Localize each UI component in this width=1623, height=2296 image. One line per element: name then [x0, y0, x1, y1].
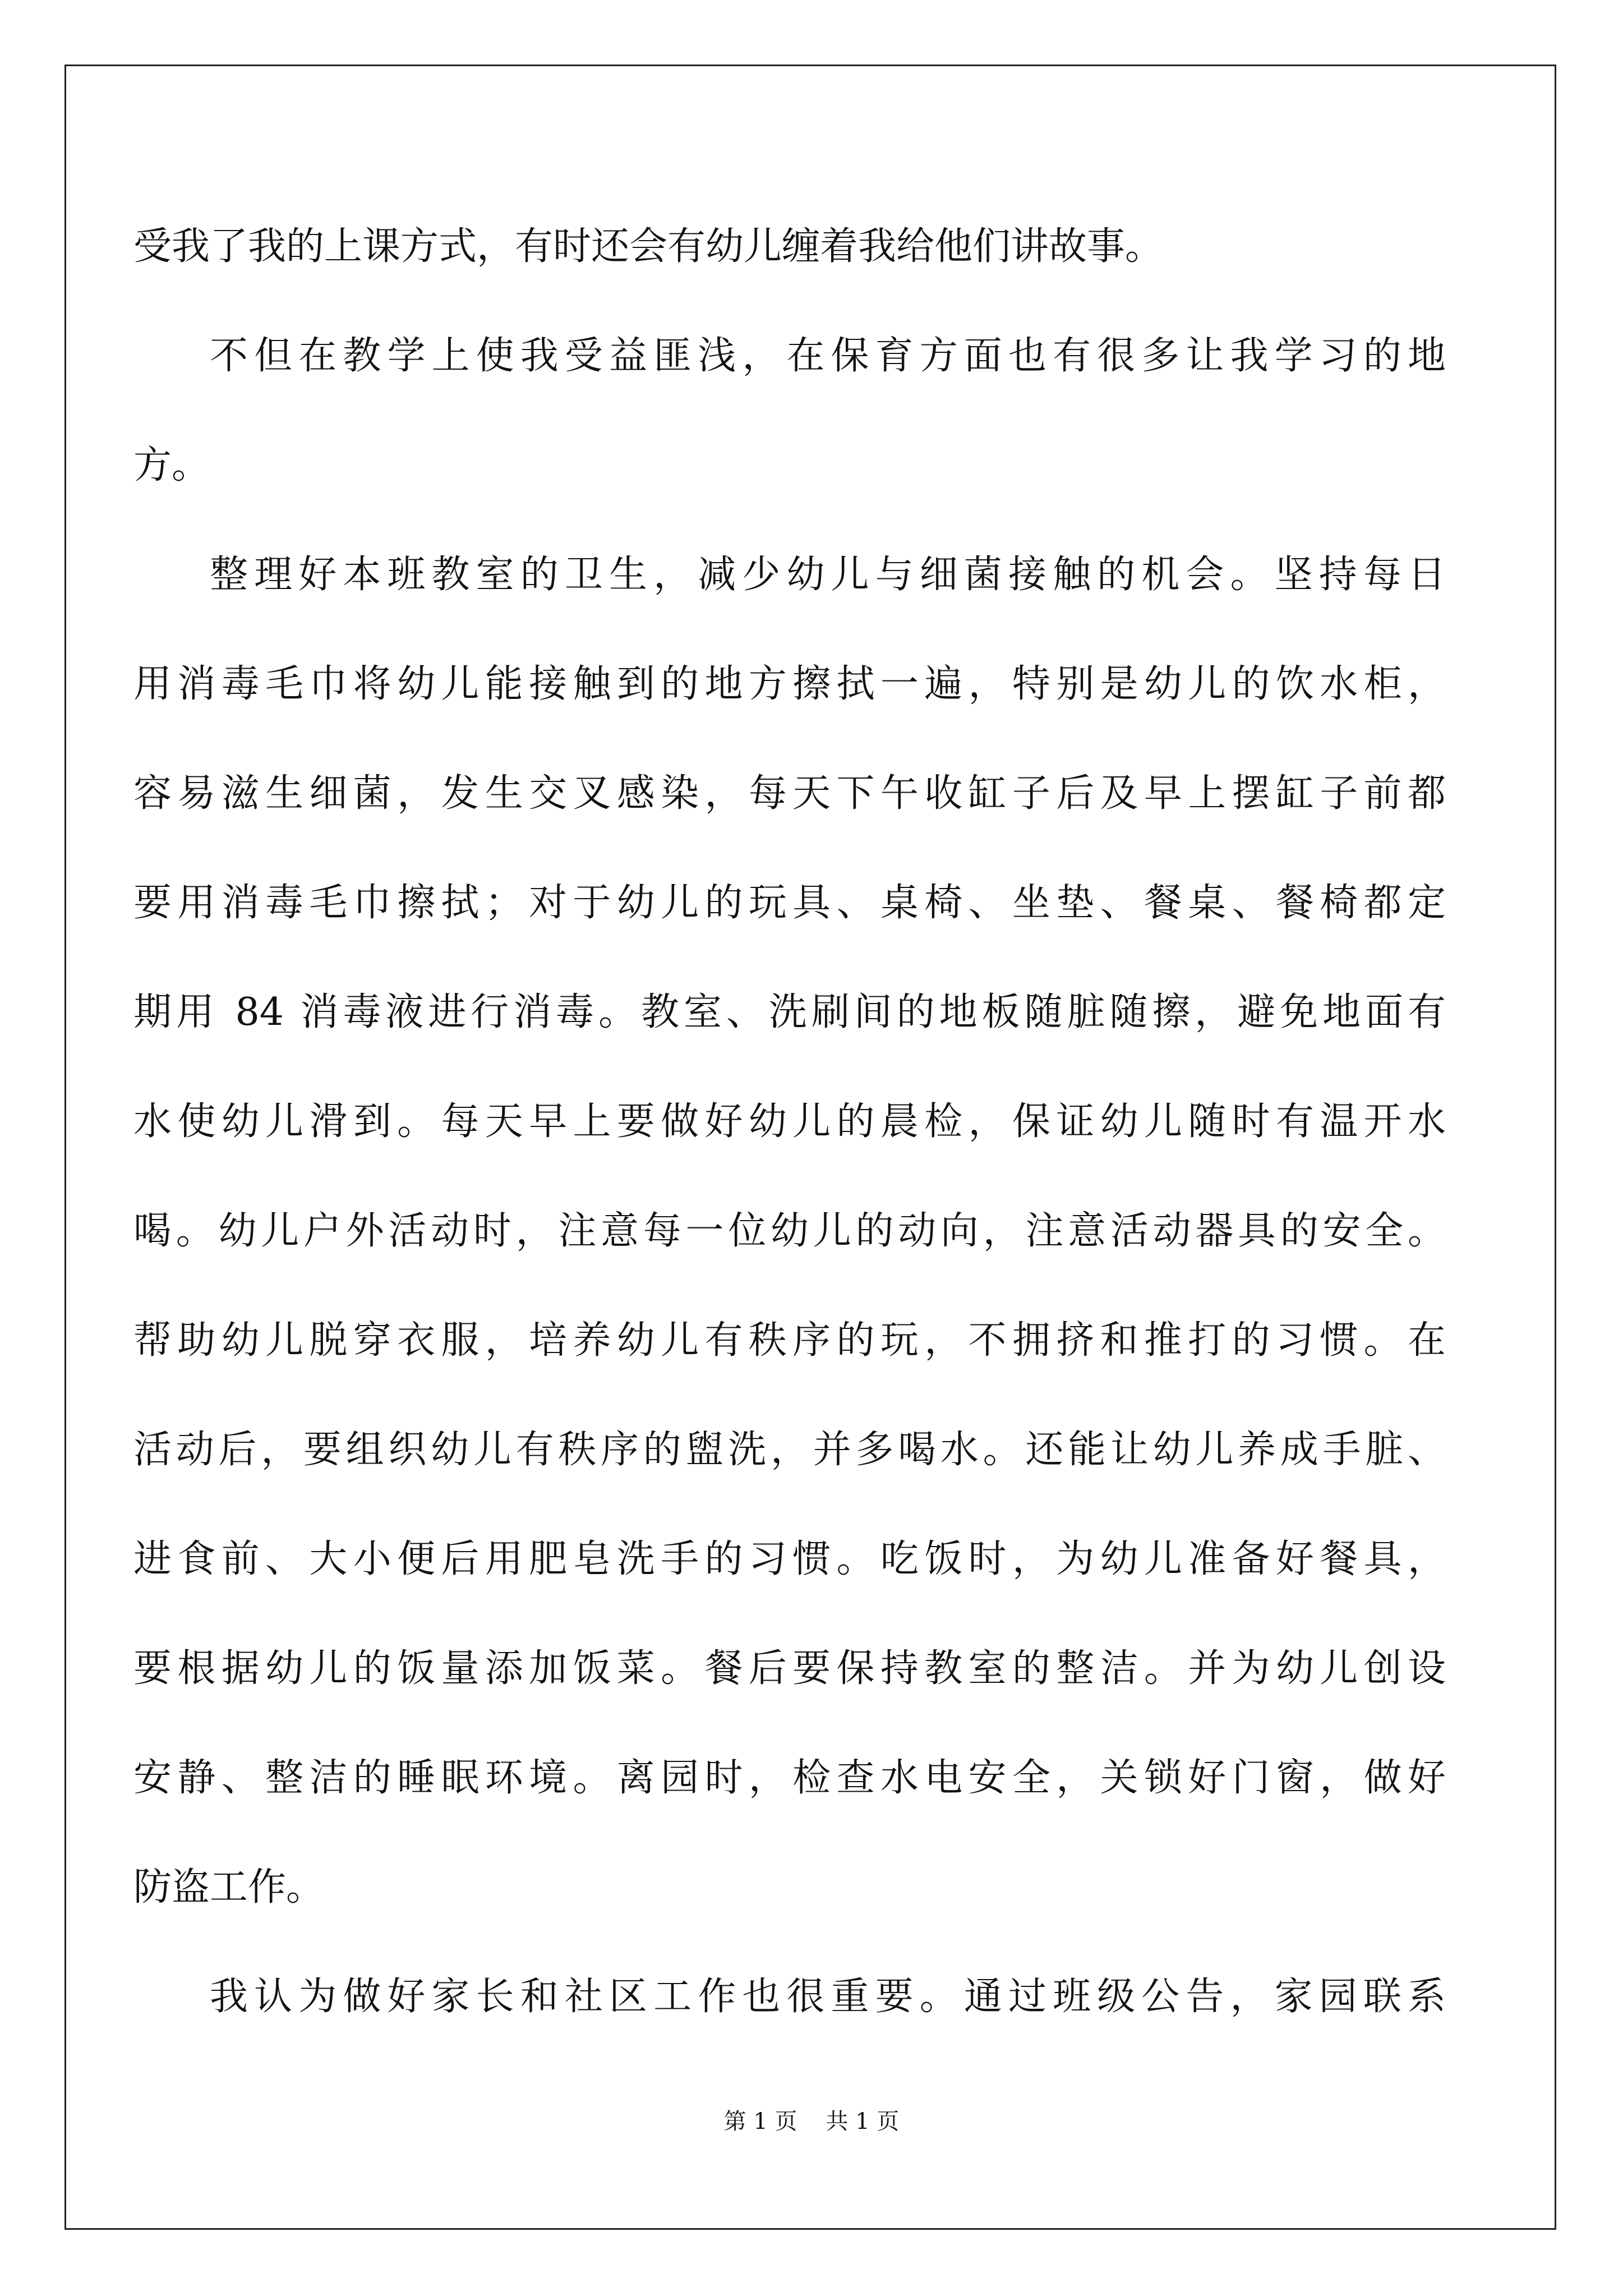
text-line: 要用消毒毛巾擦拭；对于幼儿的玩具、桌椅、坐垫、餐桌、餐椅都定: [133, 881, 1446, 925]
text-line: 容易滋生细菌，发生交叉感染，每天下午收缸子后及早上摆缸子前都: [133, 771, 1446, 816]
text-line: 防盗工作。: [133, 1865, 325, 1910]
text-line: 活动后，要组织幼儿有秩序的盥洗，并多喝水。还能让幼儿养成手脏、: [133, 1428, 1446, 1472]
paragraph-first-line: 整理好本班教室的卫生，减少幼儿与细菌接触的机会。坚持每日: [210, 553, 1446, 597]
paragraph-first-line: 我认为做好家长和社区工作也很重要。通过班级公告，家园联系: [210, 1975, 1446, 2019]
text-line: 用消毒毛巾将幼儿能接触到的地方擦拭一遍，特别是幼儿的饮水柜，: [133, 662, 1446, 706]
text-line: 受我了我的上课方式，有时还会有幼儿缠着我给他们讲故事。: [133, 224, 1164, 269]
text-line: 帮助幼儿脱穿衣服，培养幼儿有秩序的玩，不拥挤和推打的习惯。在: [133, 1318, 1446, 1363]
text-line: 要根据幼儿的饭量添加饭菜。餐后要保持教室的整洁。并为幼儿创设: [133, 1646, 1446, 1691]
text-line: 进食前、大小便后用肥皂洗手的习惯。吃饭时，为幼儿准备好餐具，: [133, 1537, 1446, 1581]
page-total: 共 1 页: [826, 2109, 900, 2134]
text-line: 方。: [133, 443, 210, 487]
text-line: 期用 84 消毒液进行消毒。教室、洗刷间的地板随脏随擦，避免地面有: [133, 990, 1446, 1034]
paragraph-first-line: 不但在教学上使我受益匪浅，在保育方面也有很多让我学习的地: [210, 334, 1446, 378]
page-number: 第 1 页: [723, 2109, 797, 2134]
text-line: 喝。幼儿户外活动时，注意每一位幼儿的动向，注意活动器具的安全。: [133, 1209, 1446, 1253]
text-line: 水使幼儿滑到。每天早上要做好幼儿的晨检，保证幼儿随时有温开水: [133, 1099, 1446, 1144]
page-footer: [0, 2108, 1623, 2135]
text-line: 安静、整洁的睡眠环境。离园时，检查水电安全，关锁好门窗，做好: [133, 1756, 1446, 1800]
